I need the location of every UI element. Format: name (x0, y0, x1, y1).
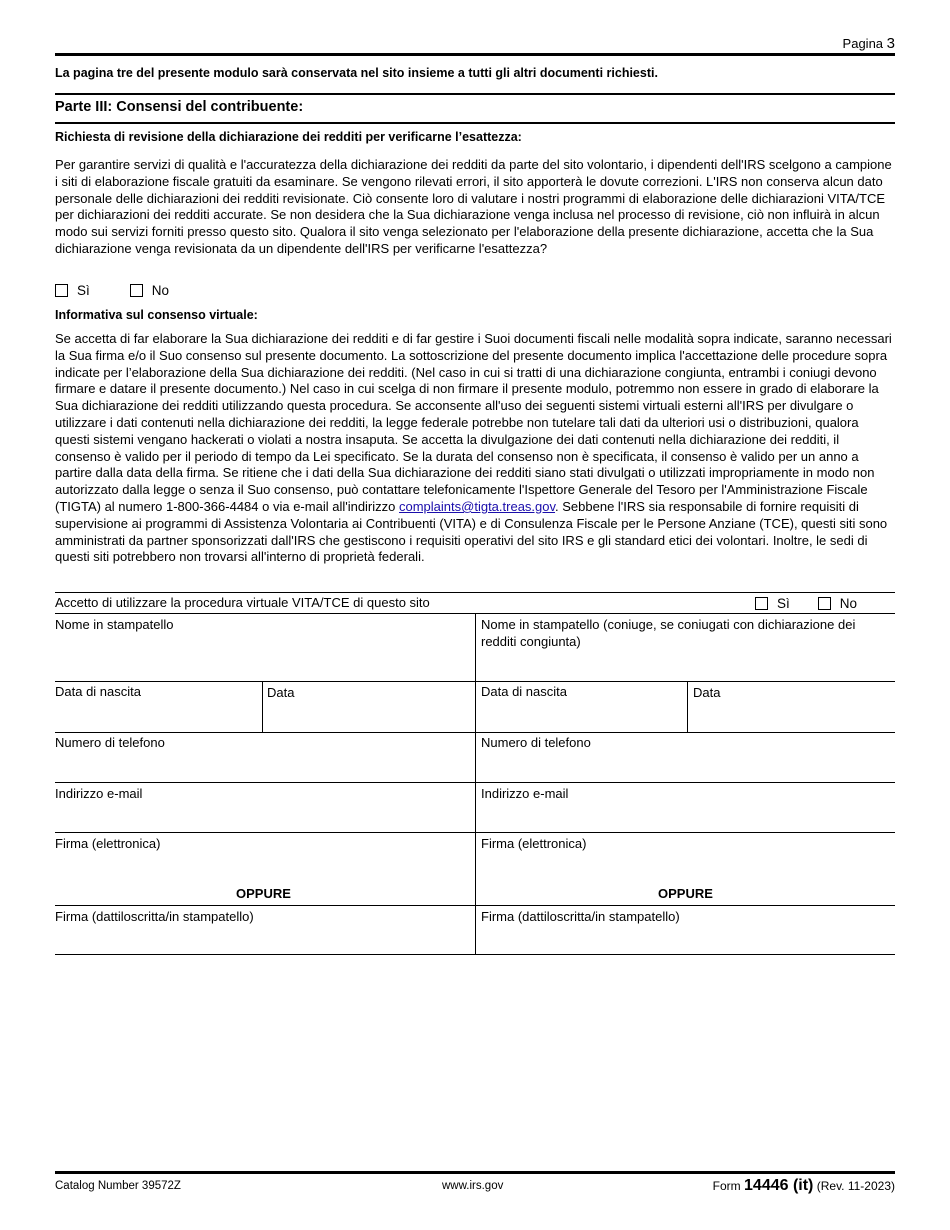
part-title: Parte III: Consensi del contribuente: (55, 99, 304, 115)
right-esign-field[interactable]: Firma (elettronica) (481, 836, 587, 851)
form-page (55, 0, 895, 1230)
review-yes-checkbox[interactable] (55, 284, 68, 297)
grid-center-divider (475, 613, 476, 954)
review-body: Per garantire servizi di qualità e l'accuratezza della dichiarazione dei redditi da parte del sito volontario, i dipendenti dell'IRS scelgono a campione i siti di elaborazione fiscale gratuiti da esaminare. Se vengono rilevati errori, il sito apporterà le dovute correzioni. L'IRS non conserva alcun dato personale delle dichiarazioni dei redditi revisionate. Ciò consente loro di valutare i nostri programmi di elaborazione delle dichiarazioni VITA/TCE per dichiarazioni dei redditi accurate. Se non desidera che la Sua dichiarazione venga inclusa nel processo di revisione, ciò non influirà in alcun modo sui servizi forniti presso questo sito. Qualora il sito venga selezionato per l'elaborazione della presente dichiarazione, accetta che la Sua dichiarazione venga revisionata da un dipendente dell'IRS per verificarne l'esattezza? (55, 157, 892, 256)
accept-virtual-label: Accetto di utilizzare la procedura virtuale VITA/TCE di questo sito (55, 595, 430, 610)
left-typed-signature-field[interactable]: Firma (dattiloscritta/in stampatello) (55, 909, 254, 924)
left-phone-field[interactable]: Numero di telefono (55, 735, 165, 750)
form-prefix: Form (712, 1179, 741, 1193)
page-label: Pagina (842, 36, 884, 51)
grid-rule (55, 954, 895, 955)
grid-rule (55, 592, 895, 593)
review-no-checkbox[interactable] (130, 284, 143, 297)
part-top-rule (55, 93, 895, 95)
right-phone-field[interactable]: Numero di telefono (481, 735, 591, 750)
virtual-consent-body (55, 331, 895, 566)
right-email-field[interactable]: Indirizzo e-mail (481, 786, 569, 801)
review-heading: Richiesta di revisione della dichiarazione dei redditi per verificarne l’esattezza: (55, 130, 522, 144)
left-or-label: OPPURE (236, 886, 291, 901)
right-dob-field[interactable]: Data di nascita (481, 684, 567, 699)
right-or-label: OPPURE (658, 886, 713, 901)
form-revision: (Rev. 11-2023) (816, 1179, 895, 1193)
irs-website: www.irs.gov (442, 1180, 504, 1192)
virtual-body-part2: . Sebbene l'IRS sia responsabile di fornire requisiti di supervisione ai programmi di Assistenza Volontaria ai Contribuenti (VITA) e di Consulenza Fiscale per le Persone Anziane (TCE), questi siti sono amministrati da partner sponsorizzati dall'IRS che gestiscono i requisiti operativi del sito IRS e gli standard etici dei volontari. Inoltre, le sedi di questi siti potrebbero non trovarsi all'interno di proprietà federali. (55, 498, 888, 565)
accept-no-checkbox[interactable] (818, 597, 831, 610)
retention-note: La pagina tre del presente modulo sarà conservata nel sito insieme a tutti gli altri documenti richiesti. (55, 66, 658, 80)
accept-yes-label: Sì (777, 596, 790, 611)
right-typed-signature-field[interactable]: Firma (dattiloscritta/in stampatello) (481, 909, 680, 924)
review-no-label: No (151, 283, 170, 298)
review-yes-label: Sì (77, 283, 90, 298)
tigta-email-link[interactable]: complaints@tigta.treas.gov (399, 498, 556, 514)
form-number: 14446 (it) (744, 1177, 814, 1194)
page-number-value: 3 (886, 35, 895, 52)
form-identifier (713, 1177, 895, 1195)
accept-virtual-options (755, 596, 857, 611)
virtual-consent-heading: Informativa sul consenso virtuale: (55, 308, 258, 322)
accept-yes-checkbox[interactable] (755, 597, 768, 610)
grid-date-divider-left (262, 681, 263, 732)
right-name-field[interactable]: Nome in stampatello (coniuge, se coniugati con dichiarazione dei redditi congiunta) (481, 617, 856, 649)
left-dob-field[interactable]: Data di nascita (55, 684, 141, 699)
review-consent-options (55, 283, 169, 298)
left-date-field[interactable]: Data (267, 685, 295, 700)
footer-rule (55, 1171, 895, 1174)
accept-no-label: No (839, 596, 858, 611)
top-rule (55, 53, 895, 56)
left-email-field[interactable]: Indirizzo e-mail (55, 786, 143, 801)
right-date-field[interactable]: Data (693, 685, 721, 700)
grid-date-divider-right (687, 681, 688, 732)
left-esign-field[interactable]: Firma (elettronica) (55, 836, 161, 851)
left-name-field[interactable]: Nome in stampatello (55, 617, 174, 632)
part-bottom-rule (55, 122, 895, 124)
catalog-number: Catalog Number 39572Z (55, 1180, 181, 1192)
page-number (843, 35, 895, 52)
virtual-body-part1: Se accetta di far elaborare la Sua dichiarazione dei redditi e di far gestire i Suoi documenti fiscali nelle modalità sopra indicate, saranno necessari la Sua firma e/o il Suo consenso sul presente documento. La sottoscrizione del presente documento implica l'accettazione delle procedure sopra indicate per l’elaborazione della Sua dichiarazione dei redditi. (Nel caso in cui si tratti di una dichiarazione congiunta, entrambi i coniugi devono firmare e datare il presente documento.) Nel caso in cui scelga di non firmare il presente modulo, potremmo non essere in grado di elaborare la Sua dichiarazione dei redditi utilizzando questa procedura. Se acconsente all'uso dei seguenti sistemi virtuali esterni all'IRS per divulgare o utilizzare i dati contenuti nella dichiarazione dei redditi, la legge federale potrebbe non tutelare tali dati da ulteriori usi o distribuzioni, qualora questi sistemi vengano hackerati o violati a nostra insaputa. Se accetta la divulgazione dei dati contenuti nella dichiarazione dei redditi, il consenso è valido per il periodo di tempo da Lei specificato. Se la durata del consenso non è specificata, il consenso è valido per un anno a partire dalla data della firma. Se ritiene che i dati della Sua dichiarazione dei redditi siano stati divulgati o utilizzati impropriamente in modo non autorizzato dalla legge o senza il Suo consenso, può contattare telefonicamente l'Ispettore Generale del Tesoro per l'Amministrazione Fiscale (TIGTA) al numero 1-800-366-4484 o via e-mail all'indirizzo (55, 331, 892, 514)
